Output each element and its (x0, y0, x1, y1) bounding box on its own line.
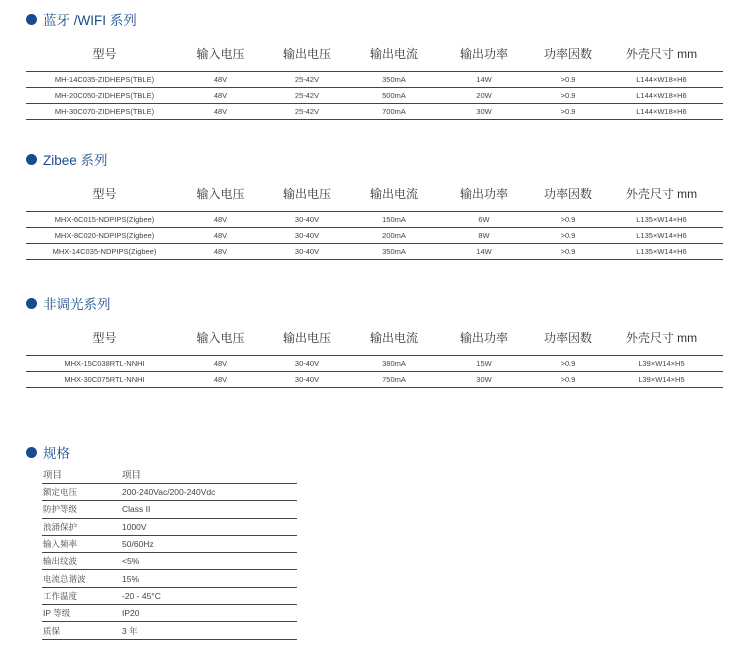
cell-dimensions: L144×W18×H6 (636, 107, 687, 116)
product-table (26, 320, 723, 388)
spec-key: 电流总谐波 (43, 573, 86, 584)
cell-output-power: 8W (478, 231, 490, 240)
cell-output-power: 20W (476, 91, 492, 100)
header-output-voltage: 输出电压 (282, 331, 331, 345)
header-output-power: 输出功率 (459, 331, 508, 345)
cell-output-power: 6W (478, 215, 490, 224)
table-row (42, 570, 297, 587)
header-dimensions: 外壳尺寸 mm (625, 47, 698, 61)
cell-power-factor: >0.9 (560, 75, 576, 84)
cell-input-voltage: 48V (213, 247, 228, 256)
table-header-row (26, 36, 723, 72)
header-dimensions: 外壳尺寸 mm (625, 187, 698, 201)
header-output-current: 输出电流 (369, 187, 418, 201)
cell-input-voltage: 48V (213, 107, 228, 116)
table-row (42, 605, 297, 622)
cell-output-power: 30W (476, 107, 492, 116)
cell-dimensions: L135×W14×H6 (636, 215, 687, 224)
section-title (26, 149, 108, 169)
section-title (26, 442, 70, 462)
cell-output-current: 350mA (382, 247, 406, 256)
cell-output-current: 500mA (382, 91, 406, 100)
cell-output-current: 700mA (382, 107, 406, 116)
cell-input-voltage: 48V (213, 231, 228, 240)
table-row (42, 501, 297, 518)
cell-output-voltage: 25-42V (294, 75, 320, 84)
table-row (42, 536, 297, 553)
cell-output-voltage: 25-42V (294, 107, 320, 116)
header-model: 型号 (92, 187, 117, 201)
cell-dimensions: L135×W14×H6 (636, 231, 687, 240)
cell-model: MHX-14C035-NDPIPS(Zigbee) (52, 247, 157, 256)
cell-dimensions: L144×W18×H6 (636, 91, 687, 100)
section-title-text: Zibee 系列 (43, 153, 108, 168)
header-dimensions: 外壳尺寸 mm (625, 331, 698, 345)
cell-power-factor: >0.9 (560, 107, 576, 116)
table-header-row (26, 176, 723, 212)
cell-model: MH-20C050-ZIDHEPS(TBLE) (54, 91, 155, 100)
bullet-dot-icon (26, 298, 37, 309)
bullet-dot-icon (26, 154, 37, 165)
section-title (26, 293, 111, 313)
section-title (26, 9, 137, 29)
spec-key: 浪涌保护 (43, 521, 78, 532)
table-row (42, 519, 297, 536)
cell-power-factor: >0.9 (560, 91, 576, 100)
cell-output-power: 14W (476, 247, 492, 256)
cell-output-power: 15W (476, 359, 492, 368)
spec-header-value: 项目 (122, 469, 142, 481)
cell-power-factor: >0.9 (560, 215, 576, 224)
bullet-dot-icon (26, 14, 37, 25)
header-input-voltage: 输入电压 (196, 187, 245, 201)
table-row (26, 104, 723, 120)
table-row (26, 244, 723, 260)
header-output-power: 输出功率 (459, 47, 508, 61)
header-output-voltage: 输出电压 (282, 47, 331, 61)
header-output-current: 输出电流 (369, 47, 418, 61)
bullet-dot-icon (26, 447, 37, 458)
spec-value: Class II (122, 504, 151, 515)
header-model: 型号 (92, 47, 117, 61)
cell-output-voltage: 30-40V (294, 247, 320, 256)
cell-power-factor: >0.9 (560, 359, 576, 368)
spec-value: <5% (122, 556, 140, 567)
cell-model: MH-30C070-ZIDHEPS(TBLE) (54, 107, 155, 116)
section-title-text: 蓝牙 /WIFI 系列 (43, 13, 137, 28)
table-row (26, 212, 723, 228)
cell-dimensions: L144×W18×H6 (636, 75, 687, 84)
cell-power-factor: >0.9 (560, 247, 576, 256)
spec-key: 输入频率 (43, 539, 78, 550)
spec-table (42, 464, 297, 640)
spec-value: 50/60Hz (122, 539, 154, 550)
cell-output-voltage: 30-40V (294, 215, 320, 224)
spec-value: -20 - 45°C (122, 590, 161, 601)
cell-output-voltage: 25-42V (294, 91, 320, 100)
cell-output-current: 200mA (382, 231, 406, 240)
spec-key: 工作温度 (43, 590, 78, 601)
table-row (26, 88, 723, 104)
cell-output-current: 750mA (382, 375, 406, 384)
cell-model: MHX-8C020-NDPIPS(Zigbee) (54, 231, 155, 240)
cell-model: MHX-6C015-NDPIPS(Zigbee) (54, 215, 155, 224)
cell-output-voltage: 30-40V (294, 359, 320, 368)
cell-power-factor: >0.9 (560, 231, 576, 240)
cell-input-voltage: 48V (213, 375, 228, 384)
cell-model: MHX-15C038RTL-NNHI (64, 359, 145, 368)
header-output-voltage: 输出电压 (282, 187, 331, 201)
header-power-factor: 功率因数 (543, 187, 592, 201)
spec-value: IP20 (122, 608, 140, 619)
spec-header-key: 项目 (43, 469, 63, 481)
table-row (42, 553, 297, 570)
table-row (42, 484, 297, 501)
spec-key: IP 等级 (43, 608, 71, 619)
cell-output-current: 350mA (382, 75, 406, 84)
section-title-text: 规格 (43, 446, 70, 461)
cell-input-voltage: 48V (213, 359, 228, 368)
table-row (42, 622, 297, 639)
header-output-power: 输出功率 (459, 187, 508, 201)
cell-output-current: 150mA (382, 215, 406, 224)
cell-dimensions: L39×W14×H5 (638, 375, 685, 384)
table-row (26, 228, 723, 244)
header-output-current: 输出电流 (369, 331, 418, 345)
cell-output-current: 380mA (382, 359, 406, 368)
cell-input-voltage: 48V (213, 91, 228, 100)
cell-input-voltage: 48V (213, 75, 228, 84)
cell-power-factor: >0.9 (560, 375, 576, 384)
table-row (26, 372, 723, 388)
spec-value: 15% (122, 573, 140, 584)
cell-output-voltage: 30-40V (294, 375, 320, 384)
spec-value: 3 年 (122, 625, 138, 636)
spec-key: 防护等级 (43, 504, 78, 515)
table-header-row (26, 320, 723, 356)
header-power-factor: 功率因数 (543, 331, 592, 345)
spec-key: 额定电压 (43, 487, 78, 498)
cell-output-voltage: 30-40V (294, 231, 320, 240)
header-input-voltage: 输入电压 (196, 47, 245, 61)
cell-input-voltage: 48V (213, 215, 228, 224)
table-row (26, 356, 723, 372)
spec-value: 1000V (122, 521, 147, 532)
table-row (42, 588, 297, 605)
header-model: 型号 (92, 331, 117, 345)
product-table (26, 36, 723, 120)
section-title-text: 非调光系列 (43, 297, 111, 312)
cell-dimensions: L39×W14×H5 (638, 359, 685, 368)
cell-dimensions: L135×W14×H6 (636, 247, 687, 256)
spec-value: 200-240Vac/200-240Vdc (122, 487, 216, 498)
header-input-voltage: 输入电压 (196, 331, 245, 345)
spec-key: 输出纹波 (43, 556, 78, 567)
cell-model: MHX-30C075RTL-NNHI (64, 375, 145, 384)
cell-model: MH-14C035-ZIDHEPS(TBLE) (54, 75, 155, 84)
spec-header-row (42, 464, 297, 484)
spec-key: 质保 (43, 625, 61, 636)
cell-output-power: 14W (476, 75, 492, 84)
cell-output-power: 30W (476, 375, 492, 384)
header-power-factor: 功率因数 (543, 47, 592, 61)
product-table (26, 176, 723, 260)
table-row (26, 72, 723, 88)
